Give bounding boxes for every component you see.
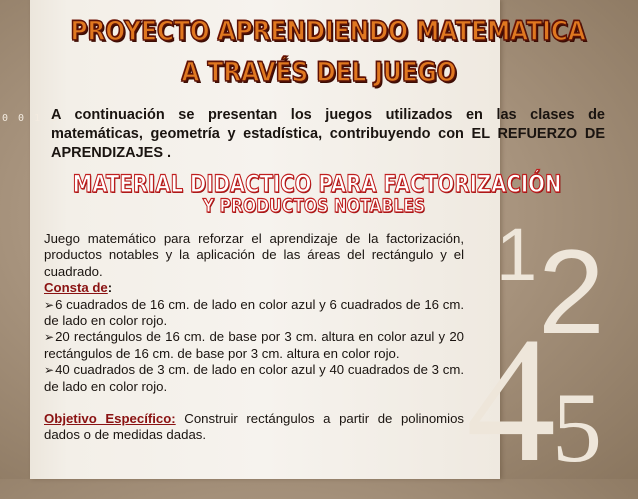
decor-number-two: 2 xyxy=(538,225,605,359)
description-text: Juego matemático para reforzar el aprendizaje de la factorización, productos notables y la aplicación de las áreas del rectángulo y el cuadrado. xyxy=(44,231,464,279)
content-body xyxy=(44,231,464,444)
consta-label: Consta de xyxy=(44,280,108,296)
decor-number-one: 1 xyxy=(496,213,538,296)
page-title-line1: PROYECTO APRENDIENDO MATEMATICA xyxy=(70,16,586,47)
arrow-bullet-icon: ➢ xyxy=(44,297,55,312)
section-subtitle-line2: Y PRODUCTOS NOTABLES xyxy=(202,195,426,217)
section-subtitle-line1: MATERIAL DIDACTICO PARA FACTORIZACIÓN xyxy=(72,170,562,198)
page-title-line2: A TRAVÉS DEL JUEGO xyxy=(181,57,457,88)
consta-colon: : xyxy=(107,280,113,296)
list-item xyxy=(44,362,464,395)
list-item-text: 20 rectángulos de 16 cm. de base por 3 cm. altura en color azul y 20 rectángulos de 16 cm. de base por 3 cm. altura en color rojo. xyxy=(44,329,464,361)
arrow-bullet-icon: ➢ xyxy=(44,330,55,345)
list-item-text: 6 cuadrados de 16 cm. de lado en color azul y 6 cuadrados de 16 cm. de lado en color rojo. xyxy=(44,296,464,329)
decor-number-four: 4 xyxy=(466,300,556,499)
objective-paragraph xyxy=(44,411,464,444)
consta-heading xyxy=(44,280,464,296)
list-item-text: 40 cuadrados de 3 cm. de lado en color azul y 40 cuadrados de 3 cm. de lado en color rojo. xyxy=(44,362,464,394)
list-item xyxy=(44,297,464,330)
spacer xyxy=(44,395,464,411)
binary-decor-text: 0 0 1 1 xyxy=(2,113,59,124)
list-item xyxy=(44,329,464,362)
decor-number-five: 5 xyxy=(552,372,602,483)
objective-label: Objetivo Específico: xyxy=(44,411,176,427)
objective-text: Construir rectángulos a partir de polinomios dados o de medidas dadas. xyxy=(44,411,464,443)
intro-paragraph: A continuación se presentan los juegos utilizados en las clases de matemáticas, geometría y estadística, contribuyendo con EL REFUERZO DE APRENDIZAJES . xyxy=(51,107,605,161)
arrow-bullet-icon: ➢ xyxy=(44,363,55,378)
